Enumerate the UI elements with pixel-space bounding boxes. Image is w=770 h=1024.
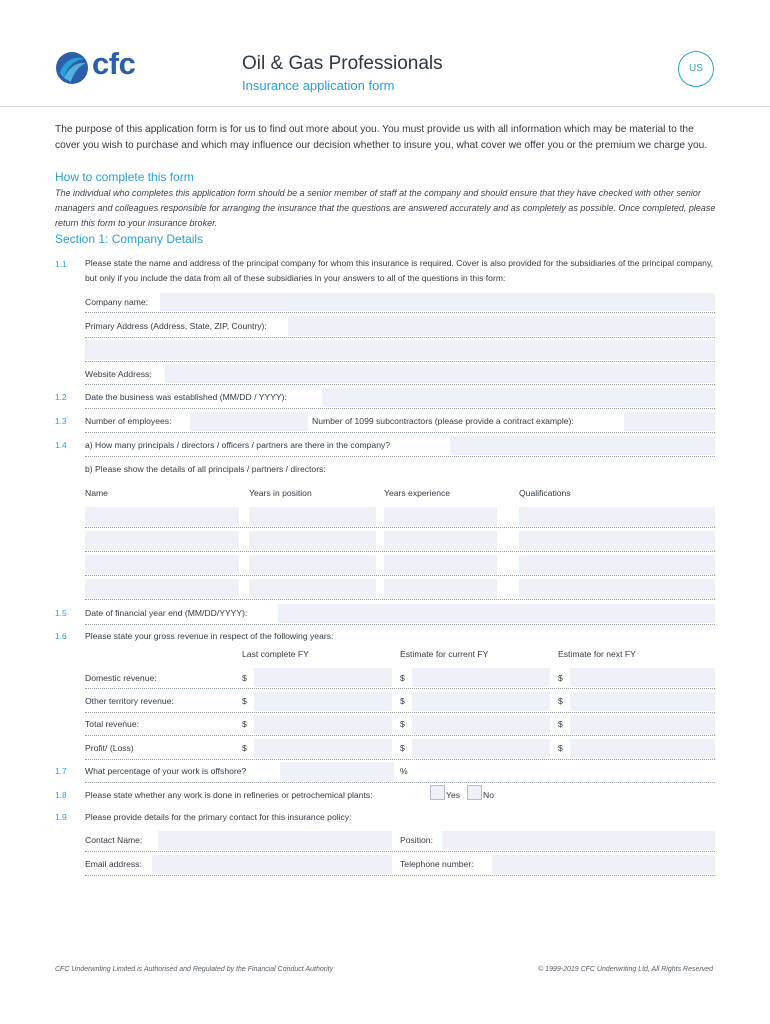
- total-revenue-label: Total revenue:: [85, 719, 139, 729]
- divider: [85, 527, 715, 528]
- currency-symbol: $: [558, 743, 563, 753]
- question-number: 1.9: [55, 812, 67, 822]
- domestic-revenue-current-fy-input[interactable]: [412, 668, 550, 687]
- divider: [85, 735, 715, 736]
- established-date-input[interactable]: [322, 388, 715, 407]
- refineries-label: Please state whether any work is done in refineries or petrochemical plants:: [85, 790, 373, 800]
- question-number: 1.8: [55, 790, 67, 800]
- divider: [85, 432, 715, 433]
- contact-name-input[interactable]: [158, 831, 392, 850]
- how-to-text: The individual who completes this application form should be a senior member of staff at the company and should ensure that they have checked with other senior managers and colleagues responsible for arranging the insurance that the questions are answered accurately and as completely as possible. Once completed, please return this form to your insurance broker.: [55, 188, 716, 228]
- principals-count-label: a) How many principals / directors / officers / partners are there in the company?: [85, 440, 391, 450]
- divider: [85, 456, 715, 457]
- offshore-label: What percentage of your work is offshore?: [85, 766, 247, 776]
- header-divider: [0, 106, 770, 107]
- revenue-label: Please state your gross revenue in respect of the following years:: [85, 631, 334, 641]
- currency-symbol: $: [242, 743, 247, 753]
- divider: [85, 312, 715, 313]
- domestic-revenue-last-fy-input[interactable]: [254, 668, 392, 687]
- footer-regulation-text: CFC Underwriting Limited is Authorised and Regulated by the Financial Conduct Authority: [55, 966, 334, 973]
- email-input[interactable]: [152, 855, 392, 874]
- percent-symbol: %: [400, 766, 408, 776]
- financial-year-end-input[interactable]: [278, 604, 715, 623]
- divider: [85, 759, 715, 760]
- other-revenue-last-fy-input[interactable]: [254, 692, 392, 711]
- primary-address-line2-input[interactable]: [85, 340, 715, 360]
- divider: [85, 875, 715, 876]
- column-header-next-fy: Estimate for next FY: [558, 649, 636, 659]
- question-number: 1.1: [55, 259, 67, 269]
- website-input[interactable]: [165, 364, 715, 383]
- primary-contact-label: Please provide details for the primary contact for this insurance policy:: [85, 812, 352, 822]
- cfc-logo-icon: [55, 51, 89, 85]
- profit-loss-last-fy-input[interactable]: [254, 739, 392, 758]
- principal-years-experience-input[interactable]: [384, 531, 497, 550]
- principals-count-input[interactable]: [450, 436, 715, 455]
- total-revenue-last-fy-input[interactable]: [254, 715, 392, 734]
- question-number: 1.6: [55, 631, 67, 641]
- question-number: 1.7: [55, 766, 67, 776]
- principal-qualifications-input[interactable]: [519, 507, 715, 526]
- other-revenue-next-fy-input[interactable]: [570, 692, 715, 711]
- yes-label: Yes: [446, 790, 461, 800]
- currency-symbol: $: [400, 673, 405, 683]
- principal-years-position-input[interactable]: [249, 579, 376, 598]
- how-to-heading: How to complete this form: [55, 170, 194, 184]
- currency-symbol: $: [400, 696, 405, 706]
- column-header-years-in-position: Years in position: [249, 488, 312, 498]
- divider: [85, 408, 715, 409]
- principal-years-position-input[interactable]: [249, 555, 376, 574]
- principal-years-position-input[interactable]: [249, 507, 376, 526]
- total-revenue-current-fy-input[interactable]: [412, 715, 550, 734]
- divider: [85, 599, 715, 600]
- principal-qualifications-input[interactable]: [519, 531, 715, 550]
- no-label: No: [483, 790, 494, 800]
- principal-name-input[interactable]: [85, 555, 239, 574]
- principal-name-input[interactable]: [85, 579, 239, 598]
- principal-years-experience-input[interactable]: [384, 555, 497, 574]
- currency-symbol: $: [558, 719, 563, 729]
- no-checkbox[interactable]: [467, 785, 482, 800]
- principal-years-experience-input[interactable]: [384, 579, 497, 598]
- footer-copyright-text: © 1999-2019 CFC Underwriting Ltd, All Rights Reserved: [538, 966, 713, 973]
- column-header-name: Name: [85, 488, 108, 498]
- currency-symbol: $: [400, 743, 405, 753]
- divider: [85, 782, 715, 783]
- offshore-percentage-input[interactable]: [280, 762, 394, 781]
- telephone-label: Telephone number:: [400, 859, 474, 869]
- position-label: Position:: [400, 835, 433, 845]
- domestic-revenue-next-fy-input[interactable]: [570, 668, 715, 687]
- divider: [85, 851, 715, 852]
- currency-symbol: $: [558, 673, 563, 683]
- intro-paragraph: The purpose of this application form is for us to find out more about you. You must provide us with all information which may be material to the cover you wish to purchase and which may influence our decision whether to insure you, what cover we offer you or the premium we charge you.: [55, 124, 708, 151]
- primary-address-label: Primary Address (Address, State, ZIP, Country):: [85, 321, 267, 331]
- divider: [85, 384, 715, 385]
- region-badge: US: [678, 51, 714, 87]
- principal-name-input[interactable]: [85, 531, 239, 550]
- subcontractors-input[interactable]: [624, 412, 715, 431]
- telephone-input[interactable]: [492, 855, 715, 874]
- divider: [85, 575, 715, 576]
- employees-input[interactable]: [190, 412, 308, 431]
- employees-label: Number of employees:: [85, 416, 172, 426]
- page-subtitle: Insurance application form: [242, 78, 395, 93]
- total-revenue-next-fy-input[interactable]: [570, 715, 715, 734]
- domestic-revenue-label: Domestic revenue:: [85, 673, 157, 683]
- principal-years-experience-input[interactable]: [384, 507, 497, 526]
- logo-text: cfc: [92, 46, 136, 81]
- column-header-current-fy: Estimate for current FY: [400, 649, 489, 659]
- column-header-qualifications: Qualifications: [519, 488, 571, 498]
- currency-symbol: $: [242, 719, 247, 729]
- yes-checkbox[interactable]: [430, 785, 445, 800]
- divider: [85, 712, 715, 713]
- currency-symbol: $: [558, 696, 563, 706]
- principal-qualifications-input[interactable]: [519, 579, 715, 598]
- question-number: 1.2: [55, 392, 67, 402]
- divider: [85, 688, 715, 689]
- contact-name-label: Contact Name:: [85, 835, 143, 845]
- principal-name-input[interactable]: [85, 507, 239, 526]
- currency-symbol: $: [242, 673, 247, 683]
- question-number: 1.4: [55, 440, 67, 450]
- question-number: 1.5: [55, 608, 67, 618]
- column-header-last-fy: Last complete FY: [242, 649, 309, 659]
- currency-symbol: $: [400, 719, 405, 729]
- profit-loss-label: Profit/ (Loss): [85, 743, 134, 753]
- principal-qualifications-input[interactable]: [519, 555, 715, 574]
- company-name-label: Company name:: [85, 297, 149, 307]
- q1-text: Please state the name and address of the principal company for whom this insurance is required. Cover is also provided for the subsidiaries of the principal company, but only if you include the data from all of these subsidiaries in your answers to all of the questions in this form:: [85, 258, 713, 283]
- email-label: Email address:: [85, 859, 142, 869]
- other-territory-revenue-label: Other territory revenue:: [85, 696, 174, 706]
- page-title: Oil & Gas Professionals: [242, 53, 443, 74]
- profit-loss-next-fy-input[interactable]: [570, 739, 715, 758]
- divider: [85, 361, 715, 362]
- company-name-input[interactable]: [160, 293, 715, 311]
- position-input[interactable]: [442, 831, 715, 850]
- divider: [85, 337, 715, 338]
- principal-years-position-input[interactable]: [249, 531, 376, 550]
- other-revenue-current-fy-input[interactable]: [412, 692, 550, 711]
- question-number: 1.3: [55, 416, 67, 426]
- divider: [85, 551, 715, 552]
- established-label: Date the business was established (MM/DD / YYYY):: [85, 392, 287, 402]
- currency-symbol: $: [242, 696, 247, 706]
- financial-year-end-label: Date of financial year end (MM/DD/YYYY):: [85, 608, 248, 618]
- column-header-years-experience: Years experience: [384, 488, 451, 498]
- primary-address-input[interactable]: [288, 316, 715, 336]
- website-label: Website Address:: [85, 369, 152, 379]
- divider: [85, 624, 715, 625]
- principals-details-label: b) Please show the details of all principals / partners / directors:: [85, 464, 326, 474]
- section-heading: Section 1: Company Details: [55, 232, 204, 246]
- subcontractors-label: Number of 1099 subcontractors (please provide a contract example):: [312, 416, 574, 426]
- profit-loss-current-fy-input[interactable]: [412, 739, 550, 758]
